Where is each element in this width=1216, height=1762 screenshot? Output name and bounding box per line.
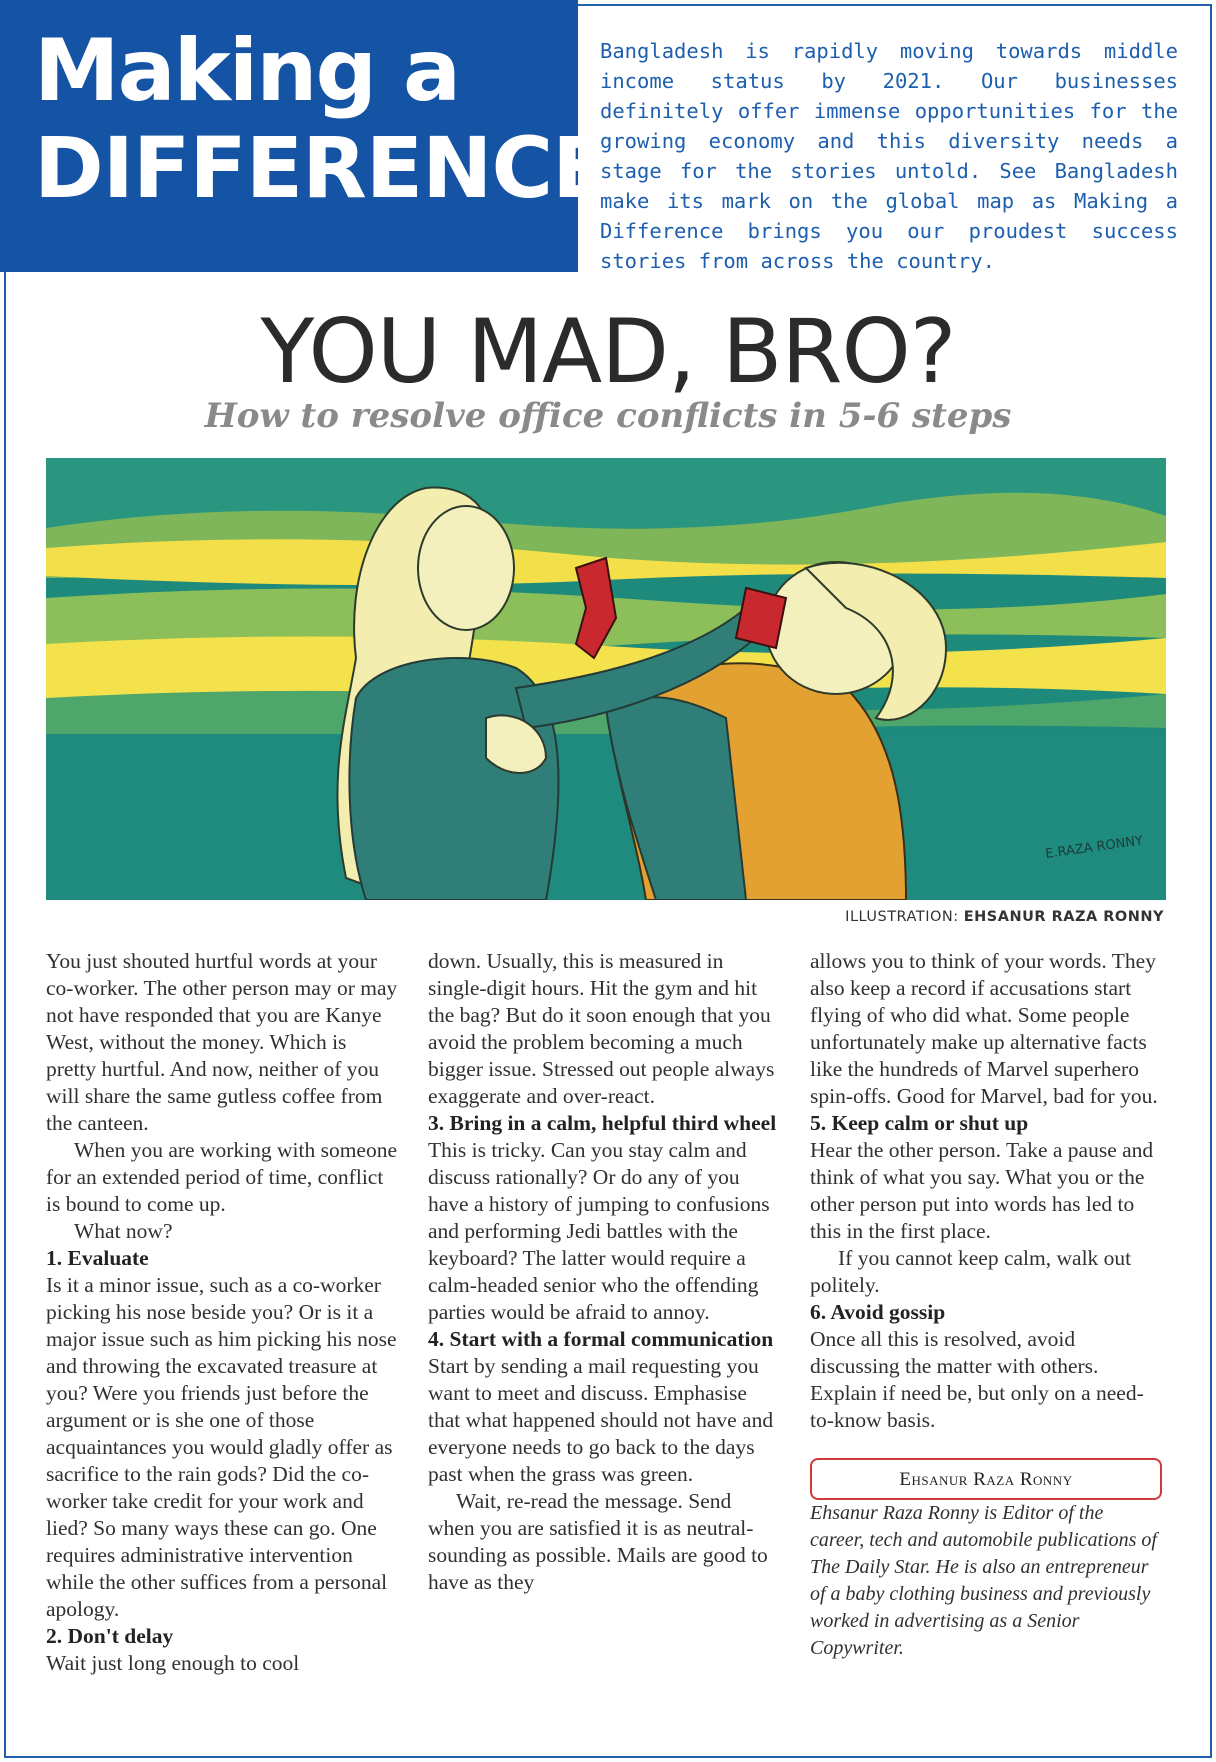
section-banner [0, 0, 609, 272]
article-paragraph: Hear the other person. Take a pause and think of what you say. What you or the other person put into words has led to this in the first place. [810, 1138, 1154, 1243]
article-headline: YOU MAD, BRO? [260, 300, 956, 403]
article-subhead: How to resolve office conflicts in 5-6 steps [204, 396, 1012, 436]
step-heading-formal-communication: 4. Start with a formal communication [428, 1327, 774, 1351]
article-paragraph-continued: allows you to think of your words. They also keep a record if accusations start flying of who did what. Some people unfortunately make up alternative facts like the hundreds of Marvel superhero spin-offs. Good for Marvel, bad for you. [810, 949, 1158, 1108]
article-paragraph: Wait just long enough to cool [46, 1651, 300, 1675]
article-column-1 [46, 948, 398, 1677]
article-paragraph: Wait, re-read the message. Send when you are satisfied it is as neutral-sounding as possible. Mails are good to have as they [428, 1489, 768, 1594]
step-heading-third-wheel: 3. Bring in a calm, helpful third wheel [428, 1111, 777, 1135]
article-paragraph: You just shouted hurtful words at your co-worker. The other person may or may not have responded that you are Kanye West, without the money. Which is pretty hurtful. And now, neither of you will share the same gutless coffee from the canteen. [46, 949, 398, 1135]
section-title [34, 21, 609, 217]
section-title-line2: DIFFERENCE [34, 119, 609, 217]
illustration-credit [0, 909, 1164, 925]
section-intro: Bangladesh is rapidly moving towards middle income status by 2021. Our businesses definitely offer immense opportunities for the growing economy and this diversity needs a stage for the stories untold. See Bangladesh make its mark on the global map as Making a Difference brings you our proudest success stories from across the country. [600, 39, 1178, 273]
article-paragraph: Is it a minor issue, such as a co-worker picking his nose beside you? Or is it a major issue such as him picking his nose and throwing the excavated treasure at you? Were you friends just before the argument or is she one of those acquaintances you would gladly offer as sacrifice to the rain gods? Did the co-worker take credit for your work and lied? So many ways these can go. One requires administrative intervention while the other suffices from a personal apology. [46, 1273, 397, 1621]
article-paragraph: This is tricky. Can you stay calm and discuss rationally? Or do any of you have a history of jumping to confusions and performing Jedi battles with the keyboard? The latter would require a calm-headed senior who the offending parties would be afraid to annoy. [428, 1138, 770, 1324]
article-paragraph-continued: down. Usually, this is measured in single-digit hours. Hit the gym and hit the bag? But do it soon enough that you avoid the problem becoming a much bigger issue. Stressed out people always exaggerate and over-react. [428, 949, 775, 1108]
article-paragraph: When you are working with someone for an extended period of time, conflict is bound to come up. [46, 1138, 398, 1216]
author-byline: Ehsanur Raza Ronny [810, 1458, 1162, 1500]
article-paragraph: What now? [74, 1219, 173, 1243]
step-heading-keep-calm: 5. Keep calm or shut up [810, 1111, 1029, 1135]
article-column-2 [428, 948, 780, 1596]
credit-label: ILLUSTRATION: [845, 909, 959, 925]
step-heading-avoid-gossip: 6. Avoid gossip [810, 1300, 946, 1324]
illustration-art [46, 458, 1166, 900]
step-heading-dont-delay: 2. Don't delay [46, 1624, 174, 1648]
section-title-line1: Making a [34, 21, 460, 121]
article-paragraph: Once all this is resolved, avoid discussing the matter with others. Explain if need be, but only on a need-to-know basis. [810, 1327, 1144, 1432]
article-paragraph: Start by sending a mail requesting you want to meet and discuss. Emphasise that what happened should not have and everyone needs to go back to the days past when the grass was green. [428, 1354, 774, 1486]
author-bio: Ehsanur Raza Ronny is Editor of the career, tech and automobile publications of The Daily Star. He is also an entrepreneur of a baby clothing business and previously worked in advertising as a Senior Copywriter. [810, 1502, 1157, 1659]
credit-name: EHSANUR RAZA RONNY [963, 909, 1164, 925]
illustration-signature: E.RAZA RONNY [1044, 833, 1144, 862]
illustration [46, 458, 1166, 900]
step-heading-evaluate: 1. Evaluate [46, 1246, 149, 1270]
article-paragraph: If you cannot keep calm, walk out politely. [810, 1246, 1132, 1297]
article-column-3 [810, 948, 1162, 1662]
